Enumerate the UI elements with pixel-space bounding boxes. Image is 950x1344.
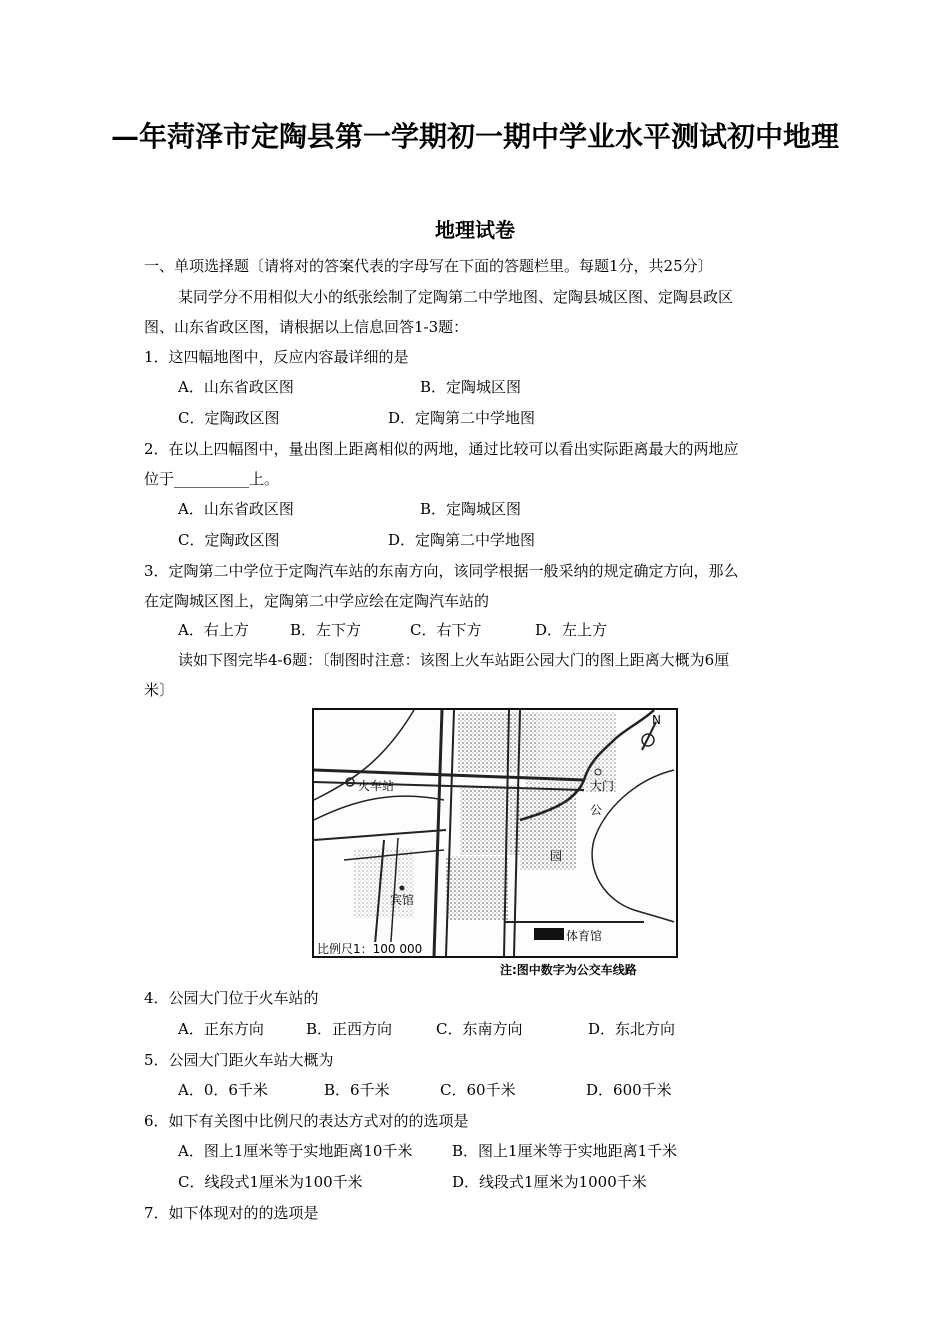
label-scale: 比例尺1：100 000 [317, 942, 423, 956]
q6-option-a: A．图上1厘米等于实地距离10千米 [178, 1142, 413, 1160]
document-subtitle: 地理试卷 [435, 218, 515, 242]
q1-option-c: C．定陶政区图 [178, 409, 280, 427]
section-heading: 一、单项选择题〔请将对的答案代表的字母写在下面的答题栏里。每题1分，共25分〕 [144, 257, 713, 275]
question-3a: 3．定陶第二中学位于定陶汽车站的东南方向，该同学根据一般采纳的规定确定方向，那么 [144, 562, 739, 580]
q4-option-c: C．东南方向 [436, 1020, 523, 1038]
q4-option-a: A．正东方向 [178, 1020, 264, 1038]
road [434, 710, 442, 956]
intro-paragraph-1a: 某同学分不用相似大小的纸张绘制了定陶第二中学地图、定陶县城区图、定陶县政区 [178, 288, 734, 306]
q4-option-b: B．正西方向 [306, 1020, 393, 1038]
question-4: 4．公园大门位于火车站的 [144, 989, 319, 1007]
q5-option-b: B．6千米 [324, 1081, 390, 1099]
question-2b: 位于__________上。 [144, 470, 280, 488]
label-hotel: 宾馆 [390, 893, 415, 907]
map-block [520, 790, 576, 870]
question-1: 1．这四幅地图中，反应内容最详细的是 [144, 348, 409, 366]
label-park-1: 公 [590, 803, 603, 817]
q2-option-b: B．定陶城区图 [420, 500, 522, 518]
q4-option-d: D．东北方向 [588, 1020, 676, 1038]
q3-option-b: B．左下方 [290, 621, 362, 639]
north-label: N [652, 713, 661, 727]
road [314, 830, 446, 840]
map-block [460, 785, 520, 855]
q2-option-c: C．定陶政区图 [178, 531, 280, 549]
q2-option-d: D．定陶第二中学地图 [388, 531, 536, 549]
question-5: 5．公园大门距火车站大概为 [144, 1051, 334, 1069]
question-6: 6．如下有关图中比例尺的表达方式对的的选项是 [144, 1112, 469, 1130]
q3-option-a: A．右上方 [178, 621, 249, 639]
intro-paragraph-1b: 图、山东省政区图，请根据以上信息回答1-3题： [144, 318, 469, 336]
label-station: 火车站 [358, 779, 395, 793]
intro-paragraph-2b: 米〕 [144, 681, 175, 699]
q2-option-a: A．山东省政区图 [178, 500, 294, 518]
question-3b: 在定陶城区图上，定陶第二中学应绘在定陶汽车站的 [144, 592, 490, 610]
q1-option-b: B．定陶城区图 [420, 378, 522, 396]
city-map-svg [314, 710, 676, 956]
hotel-symbol [400, 886, 405, 891]
q6-option-b: B．图上1厘米等于实地距离1千米 [452, 1142, 678, 1160]
map-block [446, 856, 508, 920]
q5-option-d: D．600千米 [586, 1081, 672, 1099]
q1-option-d: D．定陶第二中学地图 [388, 409, 536, 427]
q6-option-d: D．线段式1厘米为1000千米 [452, 1173, 647, 1191]
q5-option-c: C．60千米 [440, 1081, 516, 1099]
q3-option-c: C．右下方 [410, 621, 482, 639]
q5-option-a: A．0．6千米 [178, 1081, 268, 1099]
q6-option-c: C．线段式1厘米为100千米 [178, 1173, 363, 1191]
label-gate: 大门 [590, 779, 615, 793]
gym-symbol [534, 928, 564, 940]
intro-paragraph-2a: 读如下图完毕4-6题：〔制图时注意：该图上火车站距公园大门的图上距离大概为6厘 [178, 651, 730, 669]
label-gym: 体育馆 [566, 929, 603, 943]
q1-option-a: A．山东省政区图 [178, 378, 294, 396]
label-park-2: 园 [550, 849, 563, 863]
city-map-figure [312, 708, 678, 958]
question-7: 7．如下体现对的的选项是 [144, 1204, 319, 1222]
document-title: —年菏泽市定陶县第一学期初一期中学业水平测试初中地理 [110, 120, 839, 153]
q3-option-d: D．左上方 [535, 621, 608, 639]
map-note: 注:图中数字为公交车线路 [500, 963, 637, 977]
road [314, 796, 444, 820]
question-2a: 2．在以上四幅图中，量出图上距离相似的两地，通过比较可以看出实际距离最大的两地应 [144, 440, 739, 458]
